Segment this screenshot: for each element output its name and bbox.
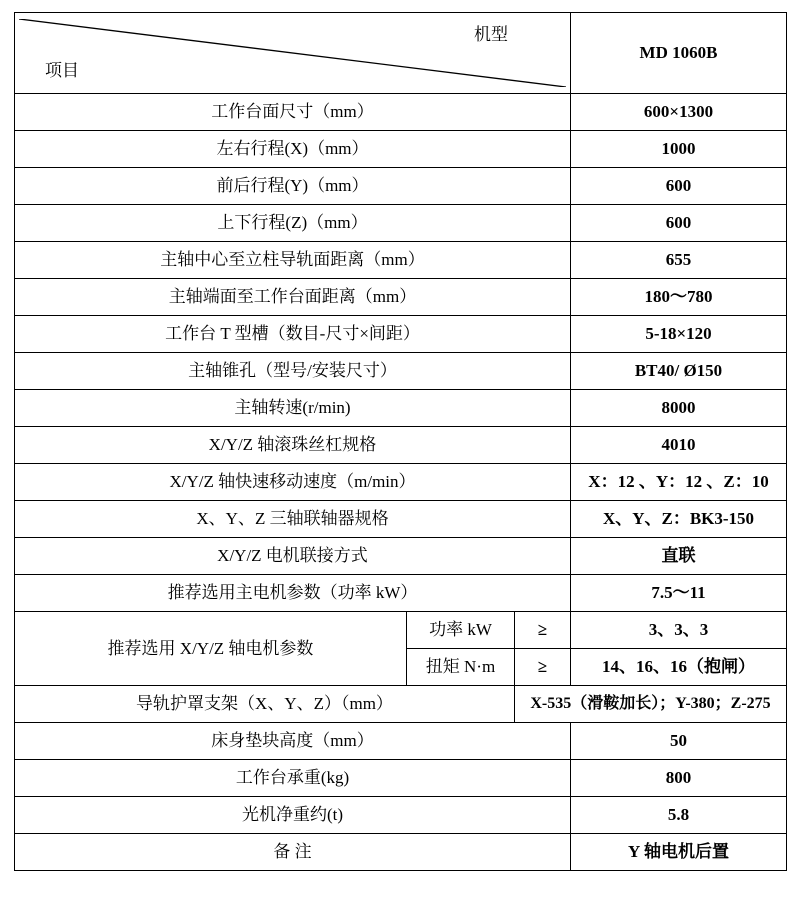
table-row bbox=[15, 316, 787, 353]
table-row bbox=[15, 353, 787, 390]
table-row bbox=[15, 760, 787, 797]
row-label: 主轴中心至立柱导轨面距离（mm） bbox=[15, 242, 571, 279]
row-value: 4010 bbox=[571, 427, 787, 464]
table-row bbox=[15, 834, 787, 871]
table-row bbox=[15, 501, 787, 538]
table-header-row bbox=[15, 13, 787, 94]
table-row bbox=[15, 464, 787, 501]
row-value: X：12 、Y：12 、Z：10 bbox=[571, 464, 787, 501]
row-value: 1000 bbox=[571, 131, 787, 168]
table-row bbox=[15, 205, 787, 242]
row-label: 主轴端面至工作台面距离（mm） bbox=[15, 279, 571, 316]
row-label: X/Y/Z 轴滚珠丝杠规格 bbox=[15, 427, 571, 464]
table-row bbox=[15, 797, 787, 834]
table-row bbox=[15, 242, 787, 279]
row-value: 600 bbox=[571, 205, 787, 242]
row-label: 前后行程(Y)（mm） bbox=[15, 168, 571, 205]
row-value: Y 轴电机后置 bbox=[571, 834, 787, 871]
corner-top-label: 机型 bbox=[474, 25, 508, 44]
row-value: 600 bbox=[571, 168, 787, 205]
motor-group-label: 推荐选用 X/Y/Z 轴电机参数 bbox=[15, 612, 407, 686]
motor-sub-comparator: ≥ bbox=[515, 612, 571, 649]
header-corner-cell bbox=[15, 13, 571, 94]
row-value: X、Y、Z：BK3-150 bbox=[571, 501, 787, 538]
row-value: BT40/ Ø150 bbox=[571, 353, 787, 390]
row-label: 备 注 bbox=[15, 834, 571, 871]
row-value: 5-18×120 bbox=[571, 316, 787, 353]
motor-parameter-row bbox=[15, 612, 787, 649]
table-row bbox=[15, 390, 787, 427]
table-body bbox=[15, 13, 787, 871]
row-label: X、Y、Z 三轴联轴器规格 bbox=[15, 501, 571, 538]
row-label: 左右行程(X)（mm） bbox=[15, 131, 571, 168]
motor-sub-item-label: 扭矩 N·m bbox=[407, 649, 515, 686]
motor-sub-value: 3、3、3 bbox=[571, 612, 787, 649]
model-name-cell: MD 1060B bbox=[571, 13, 787, 94]
motor-sub-comparator: ≥ bbox=[515, 649, 571, 686]
table-row bbox=[15, 575, 787, 612]
row-label: 光机净重约(t) bbox=[15, 797, 571, 834]
table-row bbox=[15, 686, 787, 723]
row-value: 5.8 bbox=[571, 797, 787, 834]
specification-table bbox=[14, 12, 787, 871]
row-label: 主轴锥孔（型号/安装尺寸） bbox=[15, 353, 571, 390]
row-value: 7.5～11 bbox=[571, 575, 787, 612]
row-label: 工作台承重(kg) bbox=[15, 760, 571, 797]
row-value: 180～780 bbox=[571, 279, 787, 316]
row-label: 上下行程(Z)（mm） bbox=[15, 205, 571, 242]
table-row bbox=[15, 723, 787, 760]
table-row bbox=[15, 279, 787, 316]
motor-sub-value: 14、16、16（抱闸） bbox=[571, 649, 787, 686]
row-label: 推荐选用主电机参数（功率 kW） bbox=[15, 575, 571, 612]
row-label: 导轨护罩支架（X、Y、Z）（mm） bbox=[15, 686, 515, 723]
row-value: 800 bbox=[571, 760, 787, 797]
row-label: X/Y/Z 电机联接方式 bbox=[15, 538, 571, 575]
row-label: 床身垫块高度（mm） bbox=[15, 723, 571, 760]
table-row bbox=[15, 168, 787, 205]
row-label: 工作台 T 型槽（数目-尺寸×间距） bbox=[15, 316, 571, 353]
table-row bbox=[15, 131, 787, 168]
table-row bbox=[15, 538, 787, 575]
row-value: 600×1300 bbox=[571, 94, 787, 131]
row-value: X-535（滑鞍加长）；Y-380；Z-275 bbox=[515, 686, 787, 723]
table-row bbox=[15, 427, 787, 464]
table-row bbox=[15, 94, 787, 131]
corner-bottom-label: 项目 bbox=[45, 60, 79, 80]
row-value: 直联 bbox=[571, 538, 787, 575]
row-label: 工作台面尺寸（mm） bbox=[15, 94, 571, 131]
row-value: 50 bbox=[571, 723, 787, 760]
row-value: 655 bbox=[571, 242, 787, 279]
row-value: 8000 bbox=[571, 390, 787, 427]
motor-sub-item-label: 功率 kW bbox=[407, 612, 515, 649]
row-label: 主轴转速(r/min) bbox=[15, 390, 571, 427]
row-label: X/Y/Z 轴快速移动速度（m/min） bbox=[15, 464, 571, 501]
